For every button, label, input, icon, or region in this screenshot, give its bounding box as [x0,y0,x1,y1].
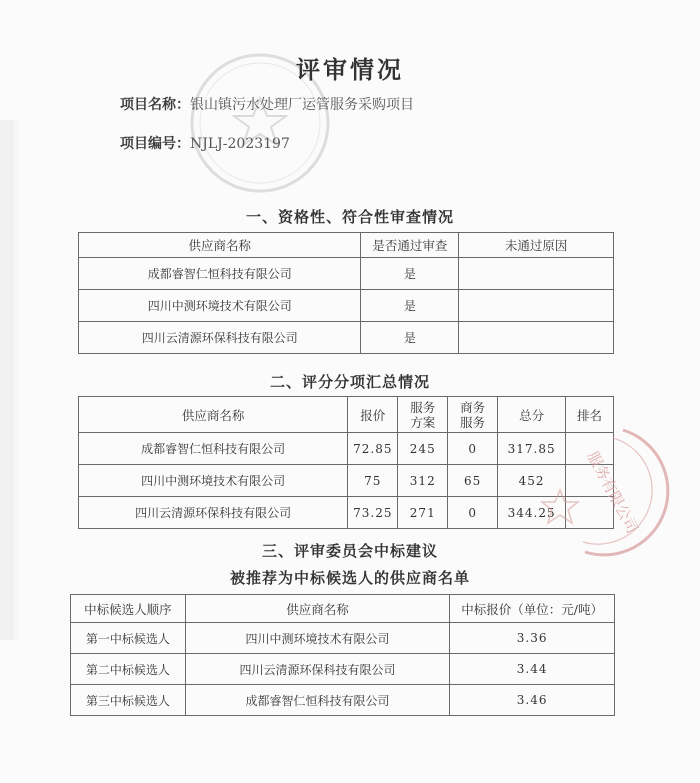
column-header: 服务 方案 [398,397,448,433]
column-header: 报价 [348,397,398,433]
recommendation-table [70,594,615,716]
pass-cell: 是 [361,322,459,354]
total-score-cell: 317.85 [498,433,566,465]
project-number-label: 项目编号： [120,136,190,152]
column-header: 是否通过审查 [361,233,459,258]
company-seal-text: 服务有限公司 [583,448,642,537]
supplier-name-cell: 四川中测环境技术有限公司 [79,465,348,497]
qualification-table [78,232,614,354]
company-seal-icon [505,410,642,560]
table-row [79,290,614,322]
supplier-name-cell: 成都睿智仁恒科技有限公司 [185,685,449,716]
section3-subheading: 被推荐为中标候选人的供应商名单 [229,569,470,587]
supplier-name-cell: 四川中测环境技术有限公司 [79,290,361,322]
business-score-cell: 0 [448,497,498,529]
table-row [71,685,615,716]
column-header: 中标报价（单位：元/吨） [450,595,615,623]
column-header: 商务 服务 [448,397,498,433]
candidate-order-cell: 第一中标候选人 [71,623,186,654]
column-header: 供应商名称 [185,595,449,623]
price-score-cell: 75 [348,465,398,497]
column-header: 供应商名称 [79,233,361,258]
bid-price-cell: 3.46 [450,685,615,716]
supplier-name-cell: 成都睿智仁恒科技有限公司 [79,258,361,290]
table-row [71,654,615,685]
candidate-order-cell: 第三中标候选人 [71,685,186,716]
project-name-value: 银山镇污水处理厂运管服务采购项目 [190,97,414,113]
business-score-cell: 65 [448,465,498,497]
column-header: 总分 [498,397,566,433]
service-score-cell: 245 [398,433,448,465]
reason-cell [459,290,614,322]
column-header: 供应商名称 [79,397,348,433]
service-score-cell: 271 [398,497,448,529]
project-name-line [120,94,414,114]
pass-cell: 是 [361,258,459,290]
section2-heading: 二、评分分项汇总情况 [269,373,430,391]
reason-cell [459,258,614,290]
table-row [79,258,614,290]
table-row [71,623,615,654]
supplier-name-cell: 成都睿智仁恒科技有限公司 [79,433,348,465]
section1-heading: 一、资格性、符合性审查情况 [245,208,454,226]
column-header: 中标候选人顺序 [71,595,186,623]
reason-cell [459,322,614,354]
price-score-cell: 73.25 [348,497,398,529]
project-number-value: NJLJ-2023197 [190,136,290,152]
service-score-cell: 312 [398,465,448,497]
supplier-name-cell: 四川云清源环保科技有限公司 [79,497,348,529]
pass-cell: 是 [361,290,459,322]
supplier-name-cell: 四川云清源环保科技有限公司 [185,654,449,685]
supplier-name-cell: 四川云清源环保科技有限公司 [79,322,361,354]
project-name-label: 项目名称： [120,97,190,113]
project-number-line [120,133,290,153]
bid-price-cell: 3.44 [450,654,615,685]
bid-price-cell: 3.36 [450,623,615,654]
section3-heading: 三、评审委员会中标建议 [261,542,438,560]
table-header-row [79,233,614,258]
supplier-name-cell: 四川中测环境技术有限公司 [185,623,449,654]
candidate-order-cell: 第二中标候选人 [71,654,186,685]
total-score-cell: 344.25 [498,497,566,529]
total-score-cell: 452 [498,465,566,497]
column-header: 排名 [566,397,614,433]
document-title: 评审情况 [296,55,404,84]
column-header: 未通过原因 [459,233,614,258]
table-row [79,322,614,354]
business-score-cell: 0 [448,433,498,465]
table-header-row [71,595,615,623]
price-score-cell: 72.85 [348,433,398,465]
